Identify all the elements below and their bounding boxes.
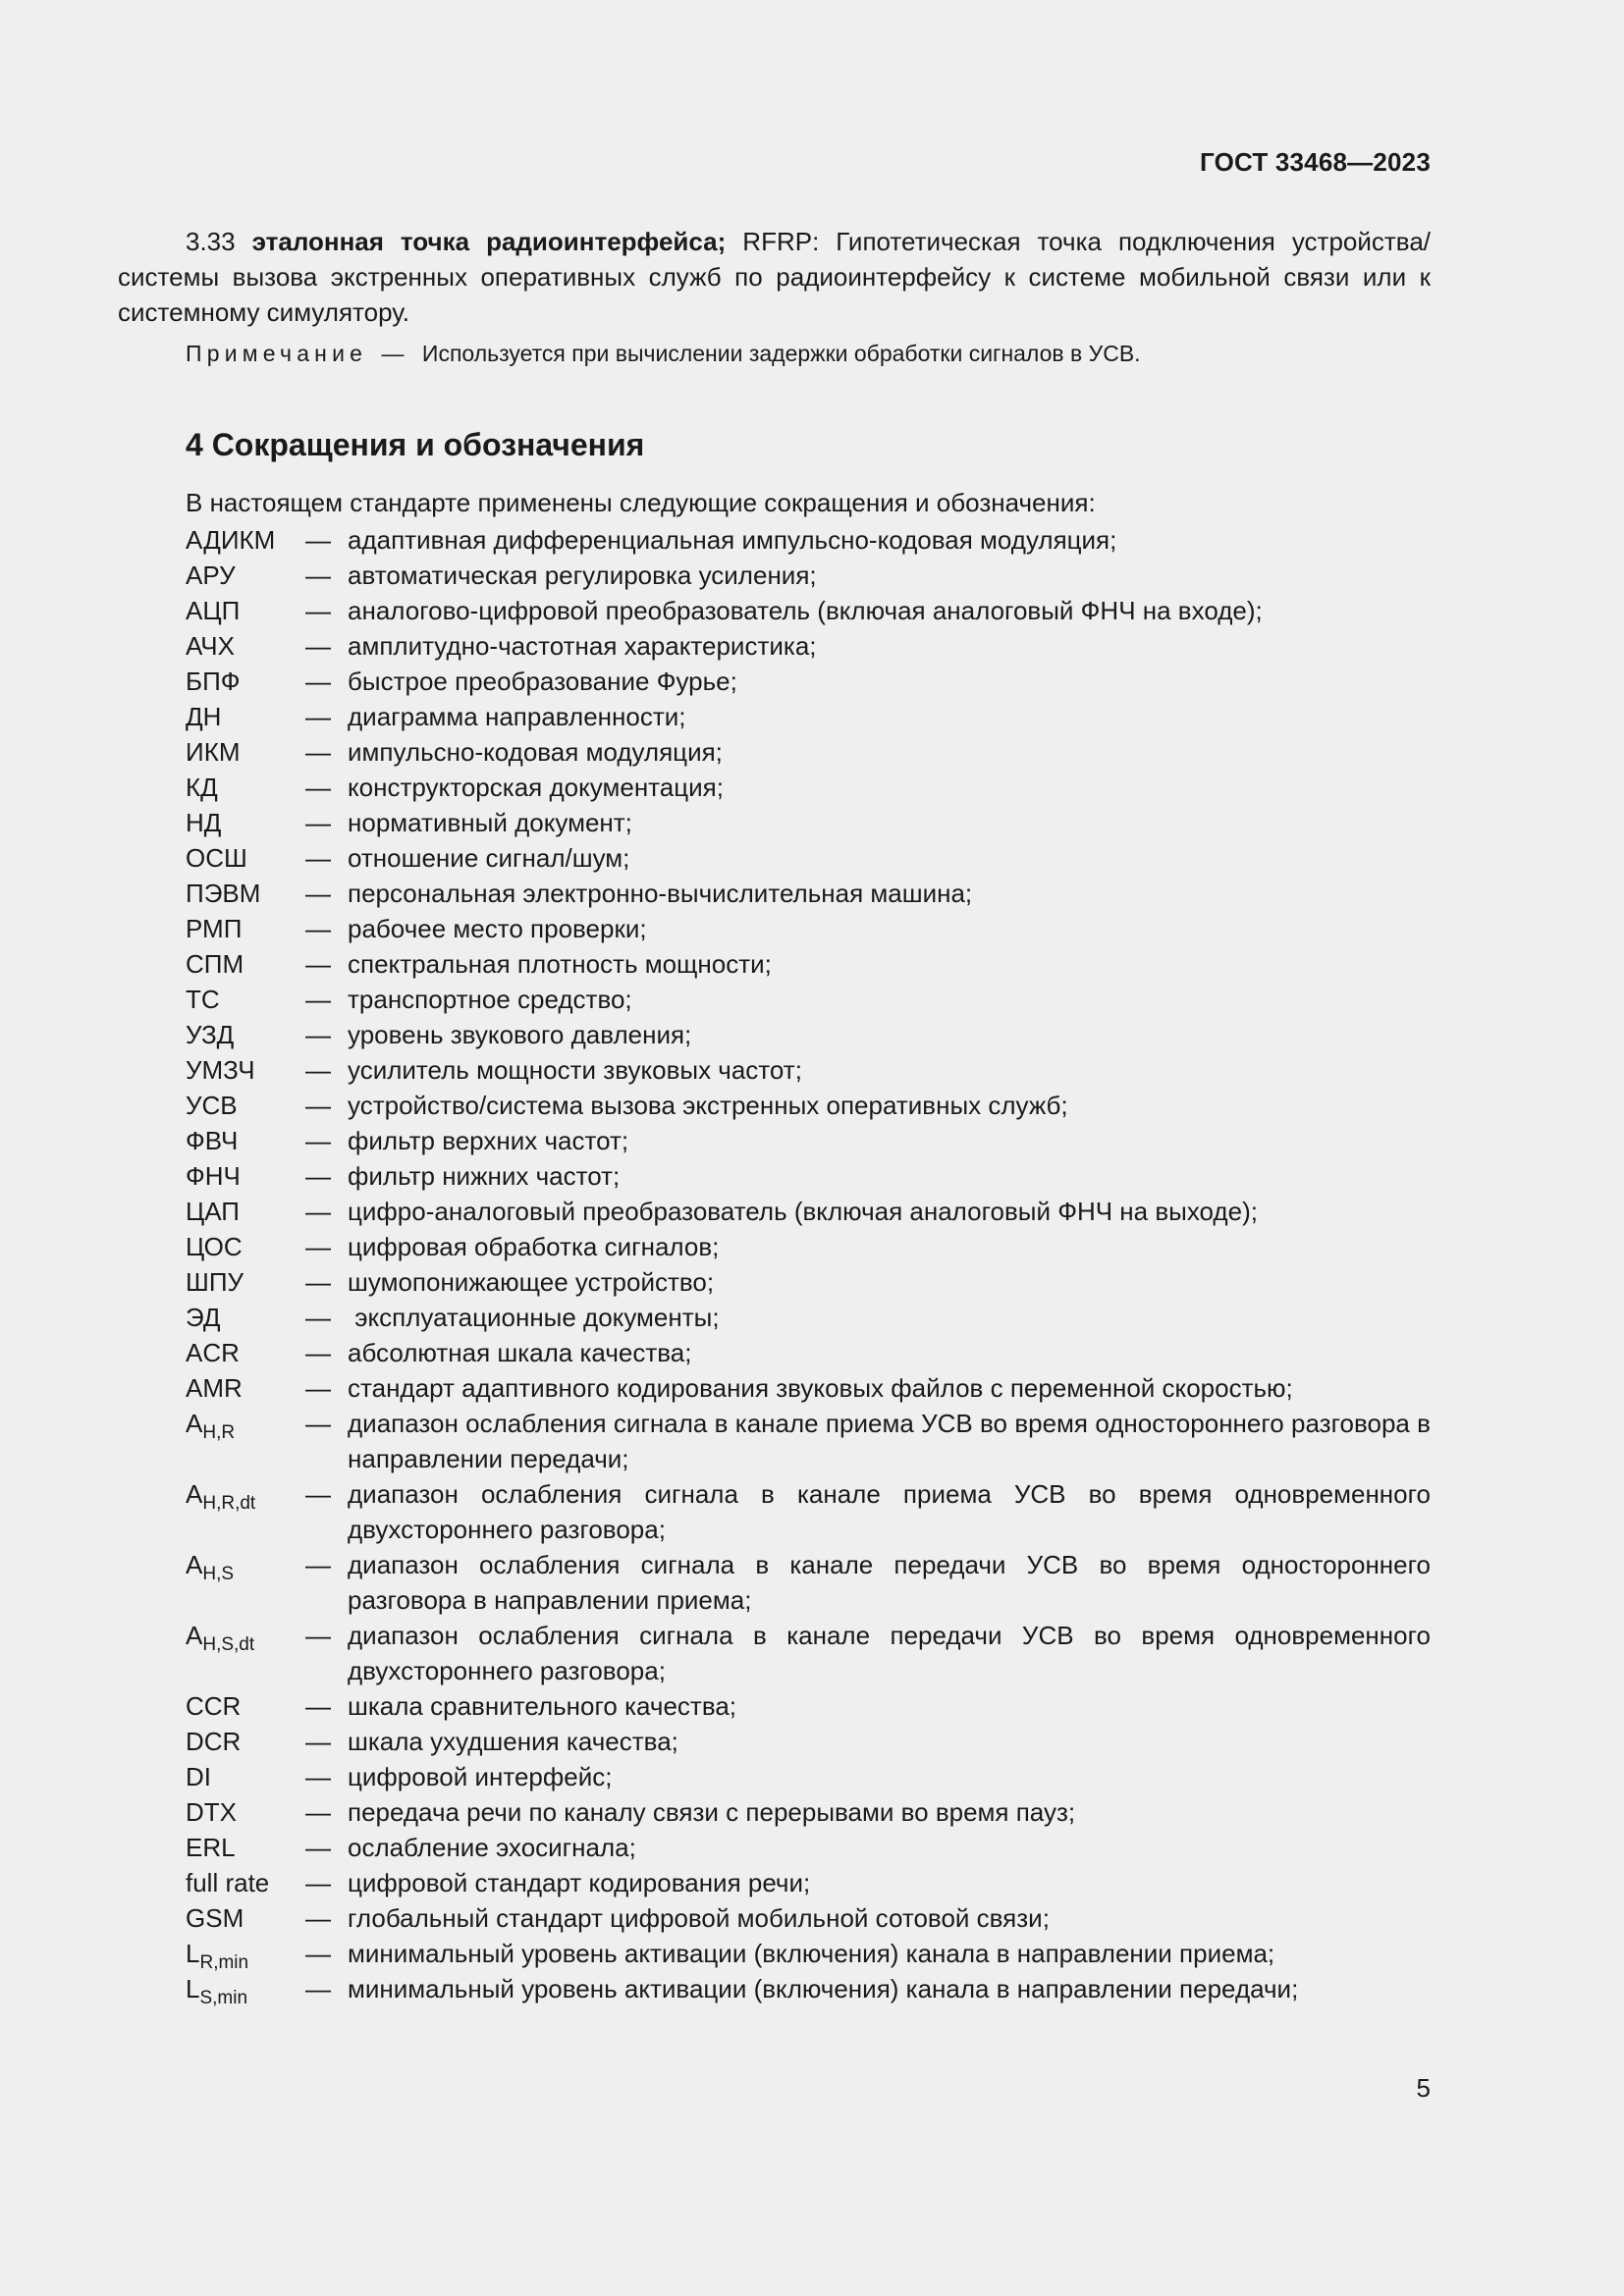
list-item [186, 1123, 1431, 1158]
abbreviation-description: транспортное средство; [348, 985, 632, 1014]
abbreviation-definition [305, 1229, 1431, 1264]
abbreviation-definition [305, 1936, 1431, 1971]
abbreviation-subscript: H,R [202, 1422, 236, 1443]
abbreviation-symbol: A [186, 1479, 203, 1509]
abbreviation-description: шкала сравнительного качества; [348, 1691, 737, 1721]
abbreviation-definition [305, 1971, 1431, 2006]
abbreviation-symbol: ЭД [186, 1303, 221, 1332]
abbreviation-description: диаграмма направленности; [348, 702, 686, 731]
list-item [186, 1830, 1431, 1865]
definition-3-33 [118, 224, 1431, 330]
note-text: Используется при вычислении задержки обработки сигналов в УСВ. [421, 341, 1141, 366]
abbreviation-description: стандарт адаптивного кодирования звуковых файлов с переменной скоростью; [348, 1373, 1293, 1403]
abbreviation-symbol: СПМ [186, 949, 244, 979]
abbreviation-description: шкала ухудшения качества; [348, 1727, 678, 1756]
em-dash: — [305, 1974, 331, 2003]
list-item [186, 1936, 1431, 1971]
em-dash: — [305, 949, 331, 979]
list-item [186, 628, 1431, 664]
abbreviation-symbol: ПЭВМ [186, 879, 261, 908]
list-item [186, 593, 1431, 628]
list-item [186, 840, 1431, 876]
abbreviation-description: отношение сигнал/шум; [348, 843, 630, 873]
section-intro: В настоящем стандарте применены следующие сокращения и обозначения: [186, 488, 1096, 517]
definition-number: 3.33 [186, 227, 236, 256]
abbreviation-symbol: АЧХ [186, 631, 235, 661]
list-item [186, 1300, 1431, 1335]
abbreviation-description: цифровой стандарт кодирования речи; [348, 1868, 811, 1897]
abbreviation-symbol: ОСШ [186, 843, 247, 873]
abbreviation-description: ослабление эхосигнала; [348, 1833, 636, 1862]
abbreviation-description: эксплуатационные документы; [348, 1303, 720, 1332]
em-dash: — [305, 1868, 331, 1897]
abbreviation-term [186, 1335, 305, 1370]
abbreviation-symbol: ACR [186, 1338, 240, 1367]
em-dash: — [305, 1727, 331, 1756]
note-dash: — [381, 341, 405, 366]
abbreviation-symbol: ТС [186, 985, 220, 1014]
definition-abbr: RFRP: [742, 227, 820, 256]
abbreviation-symbol: УМЗЧ [186, 1055, 255, 1085]
abbreviation-term [186, 1688, 305, 1724]
abbreviation-symbol: full rate [186, 1868, 270, 1897]
abbreviation-description: фильтр верхних частот; [348, 1126, 629, 1155]
abbreviation-description: глобальный стандарт цифровой мобильной сотовой связи; [348, 1903, 1050, 1933]
abbreviation-term [186, 1194, 305, 1229]
abbreviation-description: спектральная плотность мощности; [348, 949, 772, 979]
abbreviation-description: минимальный уровень активации (включения) канала в направлении передачи; [348, 1974, 1299, 2003]
abbreviation-definition [305, 805, 1431, 840]
em-dash: — [305, 1691, 331, 1721]
abbreviation-term [186, 1547, 305, 1618]
list-item [186, 664, 1431, 699]
abbreviation-term [186, 1971, 305, 2006]
abbreviation-definition [305, 1865, 1431, 1900]
abbreviation-symbol: DTX [186, 1797, 237, 1827]
abbreviation-description: конструкторская документация; [348, 773, 724, 802]
list-item [186, 1335, 1431, 1370]
abbreviation-description: диапазон ослабления сигнала в канале передачи УСВ во время одновременного двухстороннего разговора; [348, 1621, 1438, 1685]
list-item [186, 1618, 1438, 1688]
em-dash: — [305, 1762, 331, 1791]
abbreviation-term [186, 805, 305, 840]
abbreviation-definition [305, 770, 1431, 805]
abbreviation-term [186, 558, 305, 593]
abbreviation-term [186, 1900, 305, 1936]
abbreviation-term [186, 1618, 305, 1688]
abbreviation-term [186, 1724, 305, 1759]
em-dash: — [305, 1126, 331, 1155]
abbreviation-definition [305, 1900, 1431, 1936]
list-item [186, 982, 1431, 1017]
page-number: 5 [1416, 2073, 1431, 2103]
abbreviation-description: амплитудно-частотная характеристика; [348, 631, 817, 661]
list-item [186, 1229, 1431, 1264]
abbreviation-description: нормативный документ; [348, 808, 632, 837]
em-dash: — [305, 702, 331, 731]
abbreviation-description: цифровой интерфейс; [348, 1762, 613, 1791]
abbreviation-symbol: УЗД [186, 1020, 235, 1049]
abbreviation-term [186, 1406, 305, 1476]
abbreviation-definition [305, 1264, 1431, 1300]
abbreviation-subscript: R,min [199, 1952, 249, 1973]
em-dash: — [305, 1161, 331, 1191]
list-item [186, 1264, 1431, 1300]
note [186, 338, 1141, 369]
list-item [186, 1865, 1431, 1900]
em-dash: — [305, 808, 331, 837]
abbreviation-term [186, 734, 305, 770]
abbreviation-term [186, 1264, 305, 1300]
list-item [186, 1794, 1431, 1830]
abbreviation-term [186, 593, 305, 628]
abbreviation-description: автоматическая регулировка усиления; [348, 561, 817, 590]
abbreviation-symbol: ЦОС [186, 1232, 243, 1261]
abbreviation-term [186, 1052, 305, 1088]
em-dash: — [305, 1409, 331, 1438]
list-item [186, 734, 1431, 770]
em-dash: — [305, 1903, 331, 1933]
abbreviation-description: диапазон ослабления сигнала в канале передачи УСВ во время одностороннего разговора в направлении приема; [348, 1550, 1438, 1615]
abbreviation-definition [305, 1335, 1431, 1370]
list-item [186, 1194, 1431, 1229]
em-dash: — [305, 1091, 331, 1120]
list-item [186, 1971, 1431, 2006]
em-dash: — [305, 737, 331, 767]
abbreviation-symbol: ШПУ [186, 1267, 244, 1297]
abbreviation-definition [305, 558, 1431, 593]
abbreviation-definition [305, 1052, 1431, 1088]
abbreviation-description: адаптивная дифференциальная импульсно-кодовая модуляция; [348, 525, 1117, 555]
list-item [186, 876, 1431, 911]
abbreviation-symbol: ФНЧ [186, 1161, 241, 1191]
list-item [186, 558, 1431, 593]
em-dash: — [305, 879, 331, 908]
abbreviation-term [186, 522, 305, 558]
abbreviation-subscript: S,min [199, 1988, 248, 2008]
abbreviation-description: минимальный уровень активации (включения) канала в направлении приема; [348, 1939, 1275, 1968]
em-dash: — [305, 1479, 331, 1509]
abbreviation-symbol: АДИКМ [186, 525, 276, 555]
abbreviation-description: передача речи по каналу связи с перерывами во время пауз; [348, 1797, 1076, 1827]
definition-text: Гипотетическая точка подключения устройства/системы вызова экстренных оперативных служб по радиоинтерфейсу к системе мобильной связи или к системному симулятору. [118, 227, 1431, 327]
abbreviation-term [186, 1158, 305, 1194]
abbreviation-term [186, 946, 305, 982]
abbreviation-description: абсолютная шкала качества; [348, 1338, 692, 1367]
list-item [186, 1370, 1431, 1406]
abbreviation-symbol: АРУ [186, 561, 236, 590]
abbreviation-term [186, 664, 305, 699]
list-item [186, 699, 1431, 734]
abbreviation-term [186, 1300, 305, 1335]
note-label: Примечание [186, 341, 368, 366]
em-dash: — [305, 1833, 331, 1862]
abbreviation-symbol: ЦАП [186, 1197, 240, 1226]
list-item [186, 1724, 1431, 1759]
abbreviation-symbol: АЦП [186, 596, 241, 625]
abbreviation-symbol: CCR [186, 1691, 242, 1721]
abbreviation-symbol: L [186, 1974, 200, 2003]
abbreviation-definition [305, 1724, 1431, 1759]
abbreviation-symbol: A [186, 1409, 203, 1438]
abbreviation-symbol: ДН [186, 702, 222, 731]
em-dash: — [305, 773, 331, 802]
abbreviation-symbol: УСВ [186, 1091, 238, 1120]
abbreviation-description: персональная электронно-вычислительная машина; [348, 879, 973, 908]
abbreviation-definition [305, 1688, 1431, 1724]
abbreviation-description: диапазон ослабления сигнала в канале приема УСВ во время одностороннего разговора в направлении передачи; [348, 1409, 1438, 1473]
abbreviation-definition [305, 522, 1431, 558]
abbreviation-symbol: L [186, 1939, 200, 1968]
list-item [186, 1900, 1431, 1936]
abbreviation-definition [305, 1123, 1431, 1158]
abbreviation-symbol: ИКМ [186, 737, 241, 767]
abbreviation-symbol: РМП [186, 914, 243, 943]
em-dash: — [305, 1338, 331, 1367]
abbreviation-definition [305, 1547, 1438, 1618]
abbreviation-term [186, 628, 305, 664]
em-dash: — [305, 1621, 331, 1650]
em-dash: — [305, 1020, 331, 1049]
abbreviation-term [186, 1017, 305, 1052]
abbreviation-symbol: КД [186, 773, 218, 802]
abbreviation-definition [305, 1406, 1438, 1476]
abbreviation-term [186, 1794, 305, 1830]
list-item [186, 1052, 1431, 1088]
em-dash: — [305, 596, 331, 625]
list-item [186, 522, 1431, 558]
abbreviation-definition [305, 593, 1431, 628]
abbreviation-definition [305, 1088, 1431, 1123]
abbreviation-symbol: A [186, 1621, 203, 1650]
abbreviation-symbol: AMR [186, 1373, 243, 1403]
abbreviation-term [186, 876, 305, 911]
abbreviation-term [186, 1123, 305, 1158]
em-dash: — [305, 1550, 331, 1579]
list-item [186, 1759, 1431, 1794]
abbreviation-term [186, 699, 305, 734]
list-item [186, 1158, 1431, 1194]
definition-term: эталонная точка радиоинтерфейса; [251, 227, 727, 256]
em-dash: — [305, 667, 331, 696]
list-item [186, 1017, 1431, 1052]
abbreviation-subscript: H,S [202, 1564, 235, 1584]
abbreviation-description: аналогово-цифровой преобразователь (включая аналоговый ФНЧ на входе); [348, 596, 1263, 625]
em-dash: — [305, 1232, 331, 1261]
list-item [186, 770, 1431, 805]
abbreviation-symbol: GSM [186, 1903, 244, 1933]
abbreviation-description: импульсно-кодовая модуляция; [348, 737, 723, 767]
abbreviation-definition [305, 699, 1431, 734]
list-item [186, 1476, 1438, 1547]
abbreviation-term [186, 1088, 305, 1123]
abbreviation-definition [305, 1476, 1438, 1547]
abbreviation-definition [305, 628, 1431, 664]
abbreviation-definition [305, 1759, 1431, 1794]
abbreviation-term [186, 1476, 305, 1547]
abbreviation-symbol: DI [186, 1762, 211, 1791]
abbreviation-description: шумопонижающее устройство; [348, 1267, 715, 1297]
em-dash: — [305, 1797, 331, 1827]
list-item [186, 946, 1431, 982]
abbreviation-description: фильтр нижних частот; [348, 1161, 621, 1191]
abbreviation-definition [305, 1194, 1431, 1229]
abbreviation-definition [305, 876, 1431, 911]
em-dash: — [305, 985, 331, 1014]
em-dash: — [305, 561, 331, 590]
abbreviation-term [186, 1759, 305, 1794]
abbreviation-description: рабочее место проверки; [348, 914, 647, 943]
abbreviation-term [186, 1830, 305, 1865]
abbreviation-definition [305, 1017, 1431, 1052]
abbreviation-description: диапазон ослабления сигнала в канале приема УСВ во время одновременного двухстороннего разговора; [348, 1479, 1438, 1544]
abbreviation-definition [305, 840, 1431, 876]
em-dash: — [305, 1373, 331, 1403]
abbreviation-definition [305, 664, 1431, 699]
abbreviation-term [186, 840, 305, 876]
abbreviation-definition [305, 982, 1431, 1017]
abbreviation-term [186, 1936, 305, 1971]
list-item [186, 805, 1431, 840]
list-item [186, 1688, 1431, 1724]
abbreviation-subscript: H,S,dt [202, 1634, 255, 1655]
abbreviation-symbol: A [186, 1550, 203, 1579]
document-header: ГОСТ 33468—2023 [1200, 147, 1431, 177]
em-dash: — [305, 1055, 331, 1085]
abbreviation-term [186, 911, 305, 946]
abbreviation-term [186, 1865, 305, 1900]
em-dash: — [305, 1197, 331, 1226]
abbreviation-symbol: DCR [186, 1727, 242, 1756]
abbreviation-term [186, 1229, 305, 1264]
abbreviation-definition [305, 946, 1431, 982]
abbreviation-description: цифро-аналоговый преобразователь (включая аналоговый ФНЧ на выходе); [348, 1197, 1258, 1226]
abbreviation-description: уровень звукового давления; [348, 1020, 692, 1049]
abbreviation-definition [305, 1794, 1431, 1830]
em-dash: — [305, 914, 331, 943]
abbreviation-definition [305, 1830, 1431, 1865]
abbreviation-definition [305, 1158, 1431, 1194]
em-dash: — [305, 1267, 331, 1297]
abbreviation-symbol: НД [186, 808, 222, 837]
list-item [186, 1406, 1438, 1476]
abbreviation-definition [305, 1618, 1438, 1688]
em-dash: — [305, 631, 331, 661]
abbreviation-definition [305, 734, 1431, 770]
abbreviation-subscript: H,R,dt [202, 1493, 256, 1514]
abbreviation-list [186, 522, 1438, 2008]
abbreviation-definition [305, 911, 1431, 946]
list-item [186, 1547, 1438, 1618]
em-dash: — [305, 525, 331, 555]
abbreviation-symbol: ERL [186, 1833, 236, 1862]
abbreviation-description: устройство/система вызова экстренных оперативных служб; [348, 1091, 1068, 1120]
abbreviation-term [186, 982, 305, 1017]
abbreviation-definition [305, 1300, 1431, 1335]
list-item [186, 911, 1431, 946]
em-dash: — [305, 1303, 331, 1332]
abbreviation-symbol: ФВЧ [186, 1126, 239, 1155]
abbreviation-definition [305, 1370, 1431, 1406]
abbreviation-description: усилитель мощности звуковых частот; [348, 1055, 802, 1085]
em-dash: — [305, 843, 331, 873]
abbreviation-description: быстрое преобразование Фурье; [348, 667, 737, 696]
list-item [186, 1088, 1431, 1123]
abbreviation-symbol: БПФ [186, 667, 241, 696]
em-dash: — [305, 1939, 331, 1968]
abbreviation-term [186, 770, 305, 805]
abbreviation-term [186, 1370, 305, 1406]
abbreviation-description: цифровая обработка сигналов; [348, 1232, 720, 1261]
section-title: 4 Сокращения и обозначения [186, 427, 645, 462]
